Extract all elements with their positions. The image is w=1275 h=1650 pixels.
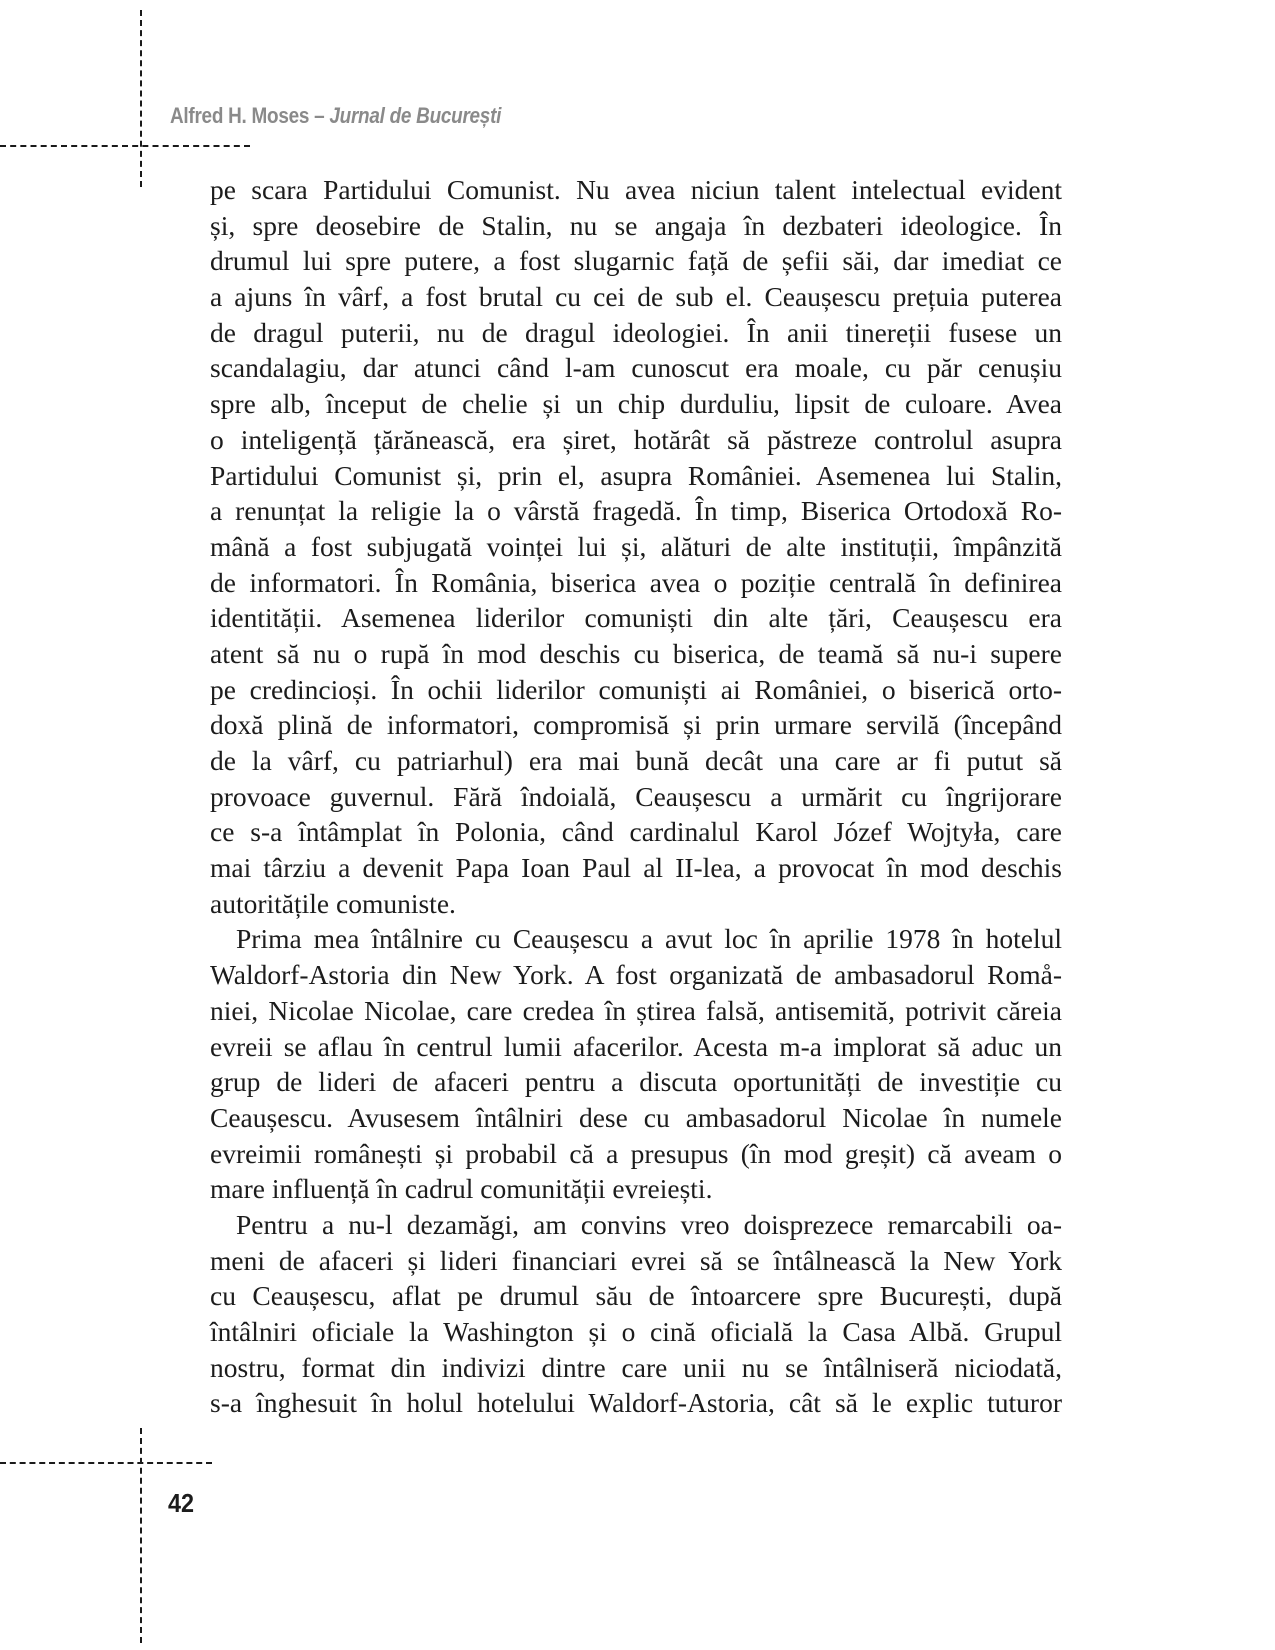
text-line: scandalagiu, dar atunci când l-am cunoscut era moale, cu păr cenușiu xyxy=(210,352,1062,384)
text-line: Pentru a nu-l dezamăgi, am convins vreo doisprezece remarcabili oa- xyxy=(236,1208,1062,1240)
text-line: pe credincioși. În ochii liderilor comuniști ai României, o biserică orto- xyxy=(210,673,1062,705)
paragraph xyxy=(210,1207,1062,1421)
text-line: atent să nu o rupă în mod deschis cu biserica, de teamă să nu-i supere xyxy=(210,637,1062,669)
text-line: întâlniri oficiale la Washington și o cină oficială la Casa Albă. Grupul xyxy=(210,1316,1062,1347)
text-line: mână a fost subjugată voinței lui și, alături de alte instituții, împânzită xyxy=(210,530,1062,562)
text-line: ce s-a întâmplat în Polonia, când cardinalul Karol Józef Wojtyła, care xyxy=(210,816,1062,848)
running-head-author: Alfred H. Moses xyxy=(170,103,310,128)
text-line: s-a înghesuit în holul hotelului Waldorf-Astoria, cât să le explic tuturor xyxy=(210,1387,1062,1419)
running-head-title: Jurnal de București xyxy=(329,103,502,128)
crop-mark-top-horizontal xyxy=(0,145,250,147)
text-line: drumul lui spre putere, a fost slugarnic față de șefii săi, dar imediat ce xyxy=(210,245,1062,277)
text-line: provoace guvernul. Fără îndoială, Ceaușescu a urmărit cu îngrijorare xyxy=(210,780,1062,812)
text-line: grup de lideri de afaceri pentru a discuta oportunități de investiție cu xyxy=(210,1066,1062,1098)
paragraph xyxy=(210,172,1062,921)
running-head xyxy=(170,103,501,129)
text-line: Waldorf-Astoria din New York. A fost organizată de ambasadorul Romå- xyxy=(210,959,1062,991)
running-head-separator: – xyxy=(309,103,330,128)
text-line: de informatori. În România, biserica avea o poziție centrală în definirea xyxy=(210,566,1062,598)
body-text xyxy=(210,172,1062,1421)
text-line: Ceaușescu. Avusesem întâlniri dese cu ambasadorul Nicolae în numele xyxy=(210,1101,1062,1133)
text-line: pe scara Partidului Comunist. Nu avea niciun talent intelectual evident xyxy=(210,174,1062,205)
crop-mark-top-vertical xyxy=(140,10,142,187)
page-number: 42 xyxy=(168,1488,195,1518)
text-line: niei, Nicolae Nicolae, care credea în știrea falsă, antisemită, potrivit căreia xyxy=(210,994,1062,1026)
text-line: Prima mea întâlnire cu Ceaușescu a avut loc în aprilie 1978 în hotelul xyxy=(236,923,1062,955)
text-line: evreii se aflau în centrul lumii afacerilor. Acesta m-a implorat să aduc un xyxy=(210,1030,1062,1062)
text-line: identității. Asemenea liderilor comuniști din alte țări, Ceaușescu era xyxy=(210,602,1062,634)
text-line: nostru, format din indivizi dintre care unii nu se întâlniseră niciodată, xyxy=(210,1351,1062,1383)
crop-mark-bottom-horizontal xyxy=(0,1462,212,1464)
text-line: cu Ceaușescu, aflat pe drumul său de întoarcere spre București, după xyxy=(210,1280,1062,1312)
text-line: a ajuns în vârf, a fost brutal cu cei de sub el. Ceaușescu prețuia puterea xyxy=(210,281,1062,313)
text-line: evreimii românești și probabil că a presupus (în mod greșit) că aveam o xyxy=(210,1137,1062,1169)
text-line: de dragul puterii, nu de dragul ideologiei. În anii tinereții fusese un xyxy=(210,316,1062,348)
text-line: autoritățile comuniste. xyxy=(210,887,456,919)
text-line: mare influență în cadrul comunității evreiești. xyxy=(210,1173,713,1205)
text-line: spre alb, început de chelie și un chip durduliu, lipsit de culoare. Avea xyxy=(210,388,1062,420)
text-line: mai târziu a devenit Papa Ioan Paul al II-lea, a provocat în mod deschis xyxy=(210,852,1062,884)
text-line: de la vârf, cu patriarhul) era mai bună decât una care ar fi putut să xyxy=(210,745,1062,776)
text-line: o inteligență țărănească, era șiret, hotărât să păstreze controlul asupra xyxy=(210,423,1062,455)
text-line: și, spre deosebire de Stalin, nu se angaja în dezbateri ideologice. În xyxy=(210,209,1062,241)
text-line: Partidului Comunist și, prin el, asupra României. Asemenea lui Stalin, xyxy=(210,459,1062,491)
text-line: meni de afaceri și lideri financiari evrei să se întâlnească la New York xyxy=(210,1244,1062,1276)
text-line: a renunțat la religie la o vârstă fragedă. În timp, Biserica Ortodoxă Ro- xyxy=(210,495,1062,527)
crop-mark-bottom-vertical xyxy=(140,1428,142,1643)
text-line: doxă plină de informatori, compromisă și prin urmare servilă (începând xyxy=(210,709,1062,741)
paragraph xyxy=(210,921,1062,1207)
